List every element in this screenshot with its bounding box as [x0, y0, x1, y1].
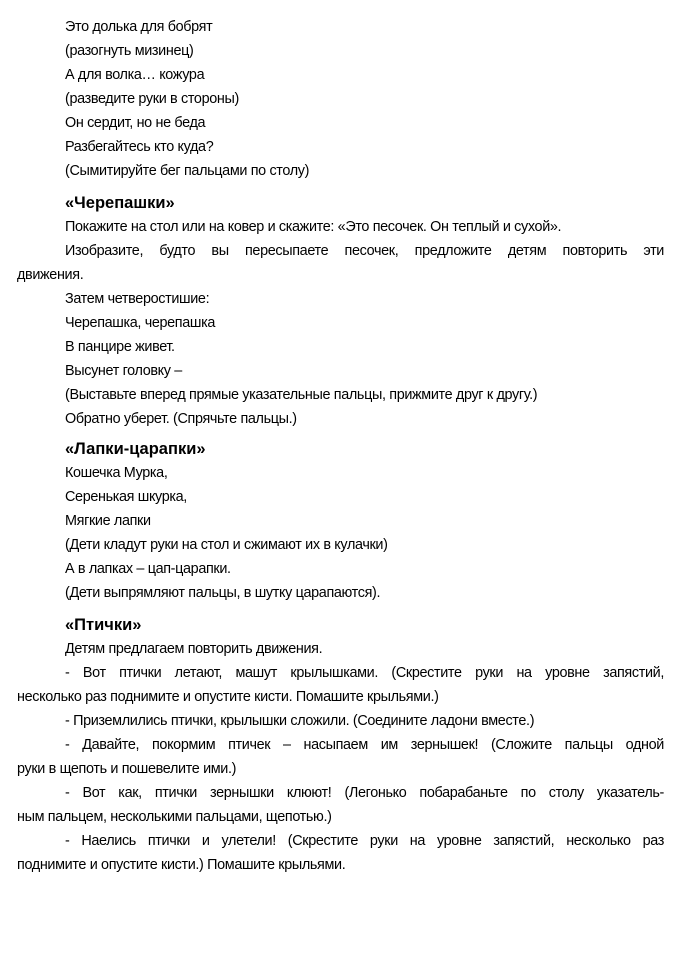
paragraph-line: руки в щепоть и пошевелите ими.): [17, 761, 237, 777]
poem-line: Кошечка Мурка,: [65, 465, 168, 481]
poem-line: Серенькая шкурка,: [65, 489, 187, 505]
paragraph-line: Изобразите, будто вы пересыпаете песочек, предложите детям повторить эти: [65, 243, 664, 259]
paragraph-line: поднимите и опустите кисти.) Помашите крыльями.: [17, 857, 346, 873]
poem-line: Он сердит, но не беда: [65, 115, 206, 131]
poem-line: Это долька для бобрят: [65, 19, 213, 35]
paragraph-line: - Вот как, птички зернышки клюют! (Легонько побарабаньте по столу указатель-: [65, 785, 664, 801]
poem-line: Высунет головку –: [65, 363, 182, 379]
poem-line: (Сымитируйте бег пальцами по столу): [65, 163, 310, 179]
poem-line: (Выставьте вперед прямые указательные пальцы, прижмите друг к другу.): [65, 387, 538, 403]
poem-line: (Дети кладут руки на стол и сжимают их в кулачки): [65, 537, 388, 553]
poem-line: Разбегайтесь кто куда?: [65, 139, 214, 155]
poem-line: А для волка… кожура: [65, 67, 205, 83]
section-cherepashki: [17, 191, 664, 431]
poem-line: (разведите руки в стороны): [65, 91, 239, 107]
paragraph-line: Детям предлагаем повторить движения.: [65, 641, 323, 657]
paragraph-line: - Давайте, покормим птичек – насыпаем им зернышек! (Сложите пальцы одной: [65, 737, 664, 753]
section-title: «Черепашки»: [65, 194, 175, 212]
paragraph-line: - Вот птички летают, машут крылышками. (Скрестите руки на уровне запястий,: [65, 665, 664, 681]
poem-line: Мягкие лапки: [65, 513, 151, 529]
section-lapki-tsarapki: [17, 437, 664, 605]
intro-poem: [17, 15, 664, 183]
paragraph-line: Затем четверостишие:: [65, 291, 210, 307]
paragraph-line: ным пальцем, несколькими пальцами, щепотью.): [17, 809, 332, 825]
poem-line: А в лапках – цап-царапки.: [65, 561, 231, 577]
poem-line: (Дети выпрямляют пальцы, в шутку царапаются).: [65, 585, 381, 601]
poem-line: (разогнуть мизинец): [65, 43, 194, 59]
poem-line: Обратно уберет. (Спрячьте пальцы.): [65, 411, 297, 427]
paragraph-line: движения.: [17, 267, 84, 283]
paragraph-line: - Наелись птички и улетели! (Скрестите руки на уровне запястий, несколько раз: [65, 833, 664, 849]
section-title: «Лапки-царапки»: [65, 440, 206, 458]
poem-line: Черепашка, черепашка: [65, 315, 216, 331]
section-ptichki: [17, 613, 664, 877]
paragraph-line: несколько раз поднимите и опустите кисти. Помашите крыльями.): [17, 689, 439, 705]
paragraph-line: - Приземлились птички, крылышки сложили. (Соедините ладони вместе.): [65, 713, 535, 729]
poem-line: В панцире живет.: [65, 339, 175, 355]
section-title: «Птички»: [65, 616, 142, 634]
paragraph-line: Покажите на стол или на ковер и скажите: «Это песочек. Он теплый и сухой».: [65, 219, 562, 235]
document-page: [17, 15, 664, 877]
